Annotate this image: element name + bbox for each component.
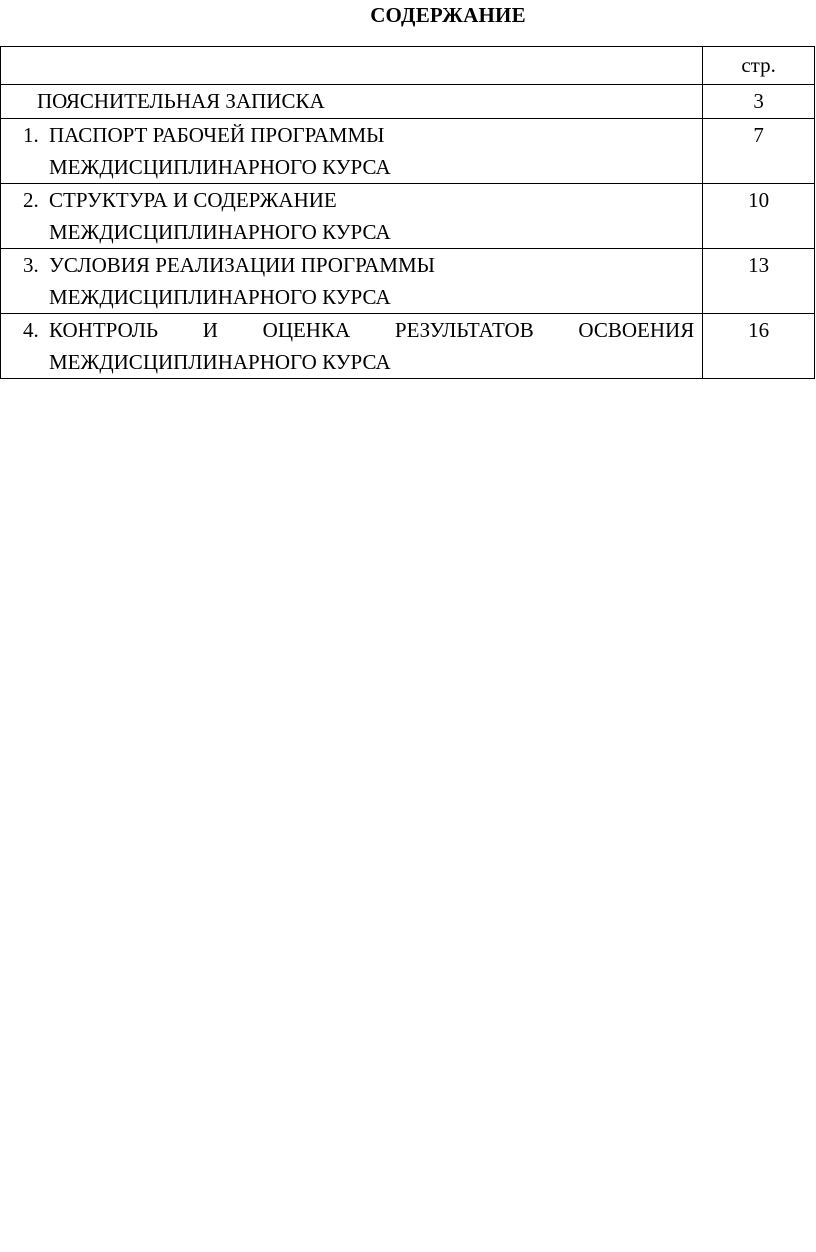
page-column-header: стр. — [703, 47, 815, 85]
toc-header-empty-cell — [1, 47, 703, 85]
toc-entry-section-2[interactable] — [1, 184, 815, 249]
toc-entry-title-cell[interactable] — [1, 184, 703, 249]
toc-entry-line-2: МЕЖДИСЦИПЛИНАРНОГО КУРСА — [49, 285, 391, 309]
toc-entry-section-3[interactable] — [1, 249, 815, 314]
toc-entry-number: 3. — [23, 253, 39, 277]
toc-entry-line-1: СТРУКТУРА И СОДЕРЖАНИЕ — [49, 188, 337, 212]
toc-entry-line-2: МЕЖДИСЦИПЛИНАРНОГО КУРСА — [49, 350, 391, 374]
toc-entry-number: 4. — [23, 318, 39, 342]
toc-entry-section-1[interactable] — [1, 119, 815, 184]
toc-entry-page: 7 — [703, 119, 815, 184]
toc-entry-page: 13 — [703, 249, 815, 314]
toc-entry-number: 2. — [23, 188, 39, 212]
toc-entry-title-cell[interactable] — [1, 249, 703, 314]
table-of-contents — [0, 46, 815, 379]
toc-entry-line-1: ПАСПОРТ РАБОЧЕЙ ПРОГРАММЫ — [49, 123, 385, 147]
toc-entry-title-cell[interactable] — [1, 119, 703, 184]
toc-entry-line-1: УСЛОВИЯ РЕАЛИЗАЦИИ ПРОГРАММЫ — [49, 253, 435, 277]
toc-entry-title-cell[interactable] — [1, 314, 703, 379]
toc-entry-page: 3 — [703, 85, 815, 119]
toc-entry-number: 1. — [23, 123, 39, 147]
toc-entry-line-2: МЕЖДИСЦИПЛИНАРНОГО КУРСА — [49, 155, 391, 179]
toc-entry-explanatory-note[interactable] — [1, 85, 815, 119]
toc-entry-line-1: КОНТРОЛЬ И ОЦЕНКА РЕЗУЛЬТАТОВ ОСВОЕНИЯ — [49, 318, 695, 342]
toc-entry-line-2: МЕЖДИСЦИПЛИНАРНОГО КУРСА — [49, 220, 391, 244]
page-title: СОДЕРЖАНИЕ — [370, 3, 526, 27]
toc-entry-page: 16 — [703, 314, 815, 379]
toc-entry-title[interactable]: ПОЯСНИТЕЛЬНАЯ ЗАПИСКА — [1, 85, 703, 119]
toc-header-row — [1, 47, 815, 85]
toc-entry-page: 10 — [703, 184, 815, 249]
toc-entry-section-4[interactable] — [1, 314, 815, 379]
